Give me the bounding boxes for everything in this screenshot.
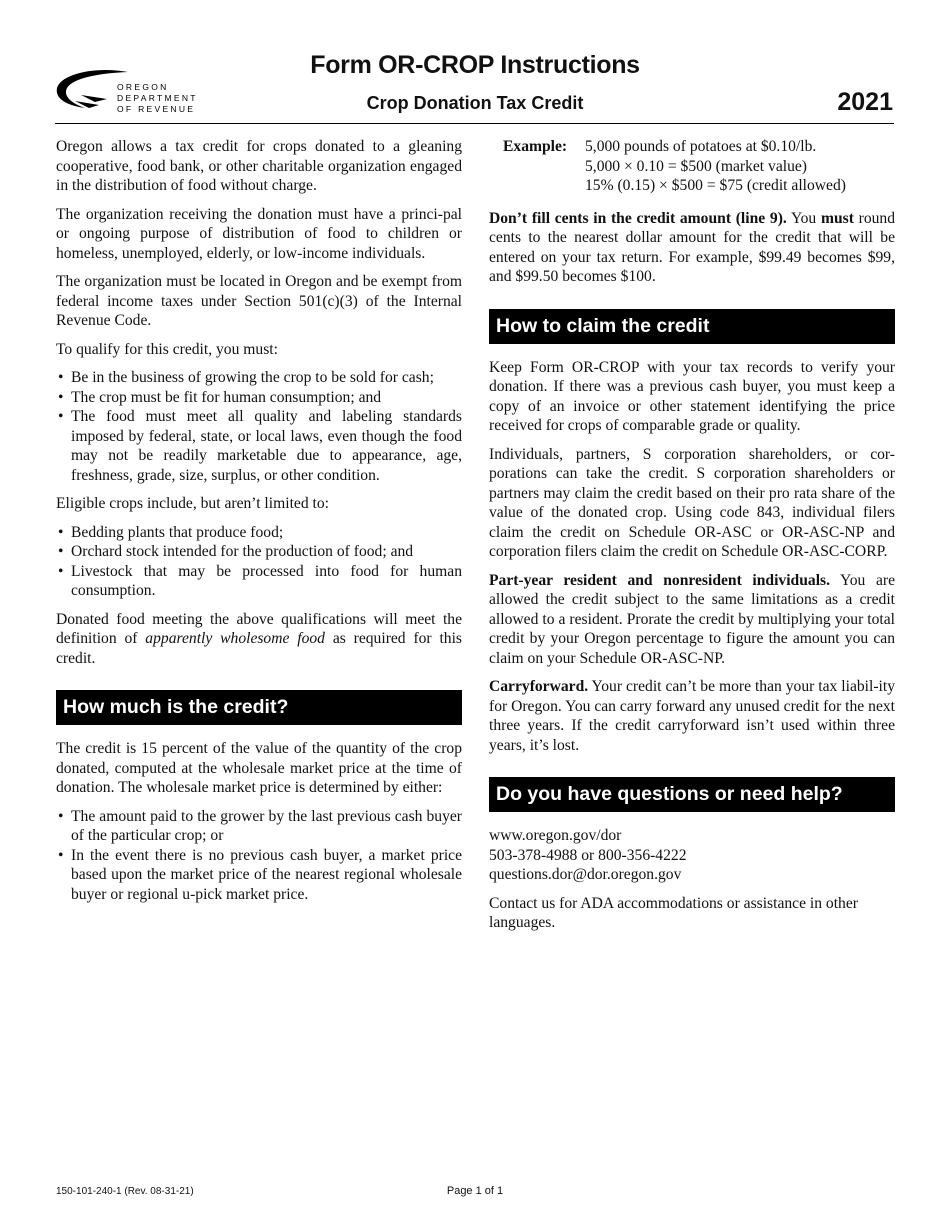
list-item: • Livestock that may be processed into food for human consumption. <box>56 562 462 601</box>
claim-paragraph-1: Keep Form OR-CROP with your tax records to verify your donation. If there was a previous cash buyer, you must keep a copy of an invoice or other statement identifying the price received for crops of comparable grade or quality. <box>489 358 895 434</box>
part-year-text: You are allowed the credit subject to the same limitations as a credit allowed to a resident. Prorate the credit by multiplying your total credit by your Oregon percentage to figure the amount you can claim on your Schedule OR-ASC-NP. <box>489 571 895 667</box>
form-number: 150-101-240-1 (Rev. 08-31-21) <box>56 1186 194 1197</box>
list-item: • Bedding plants that produce food; <box>56 523 462 543</box>
list-item: • The amount paid to the grower by the last previous cash buyer of the particular crop; or <box>56 807 462 846</box>
help-heading: Do you have questions or need help? <box>489 777 895 812</box>
agency-name-line-2: DEPARTMENT <box>117 93 198 103</box>
example-block <box>503 137 895 196</box>
part-year-paragraph <box>489 571 895 669</box>
how-much-heading: How much is the credit? <box>56 690 462 725</box>
eligible-list <box>56 523 462 601</box>
left-column <box>56 137 462 913</box>
cents-must: must <box>820 209 854 227</box>
intro-paragraph-3: The organization must be located in Oregon and be exempt from federal income taxes under Section 501(c)(3) of the Internal Revenue Code. <box>56 273 462 329</box>
part-year-bold: Part-year resident and nonresident individuals. <box>489 571 830 589</box>
carryforward-text: Your credit can’t be more than your tax liabil-ity for Oregon. You can carry forward any unused credit for the next three years. If the credit carryforward isn’t used within three years, it’s lost. <box>489 678 895 754</box>
qualify-intro: To qualify for this credit, you must: <box>56 340 278 358</box>
list-item: • Be in the business of growing the crop to be sold for cash; <box>56 368 462 388</box>
intro-paragraph-1: Oregon allows a tax credit for crops donated to a gleaning cooperative, food bank, or other charitable organization engaged in the distribution of food without charge. <box>56 138 462 194</box>
phone-numbers: 503-378-4988 or 800-356-4222 <box>489 846 687 864</box>
qualify-list <box>56 368 462 485</box>
how-much-paragraph: The credit is 15 percent of the value of the quantity of the crop donated, computed at the wholesale market price at the time of donation. The wholesale market price is determined by either: <box>56 740 462 796</box>
website-link[interactable]: www.oregon.gov/dor <box>489 827 622 844</box>
ada-paragraph: Contact us for ADA accommodations or assistance in other languages. <box>489 894 858 931</box>
list-item: • In the event there is no previous cash buyer, a market price based upon the market price of the nearest regional wholesale buyer or regional u-pick market price. <box>56 846 462 905</box>
email-link[interactable]: questions.dor@dor.oregon.gov <box>489 866 682 883</box>
header-divider <box>55 123 894 124</box>
example-lines <box>585 137 846 196</box>
example-label: Example: <box>503 138 568 155</box>
cents-bold: Don’t fill cents in the credit amount (line 9). <box>489 209 787 227</box>
agency-name-line-1: OREGON <box>117 82 169 92</box>
claim-paragraph-2: Individuals, partners, S corporation shareholders, or cor-porations can take the credit. S corporation shareholders or partners may claim the credit based on their pro rata share of the value of the donated crop. Using code 843, individual filers claim the credit on Schedule OR-ASC or OR-ASC-NP and corporation filers claim the credit on Schedule OR-ASC-CORP. <box>489 445 895 560</box>
list-item: • The food must meet all quality and labeling standards imposed by federal, state, or local laws, even though the food may not be readily marketable due to appearance, age, freshness, grade, size, surplus, or other condition. <box>56 407 462 485</box>
wholesome-text-before: Donated food meeting the above qualifications will meet the definition of <box>56 610 462 647</box>
intro-paragraph-2: The organization receiving the donation must have a princi-pal or ongoing purpose of distribution of food to children or homeless, unemployed, elderly, or low-income individuals. <box>56 205 462 262</box>
page-number: Page 1 of 1 <box>446 1185 504 1197</box>
tax-year: 2021 <box>837 88 893 116</box>
right-column <box>489 137 895 942</box>
claim-heading: How to claim the credit <box>489 309 895 344</box>
form-subtitle: Crop Donation Tax Credit <box>366 93 584 113</box>
example-line: 5,000 × 0.10 = $500 (market value) <box>585 157 807 175</box>
cents-paragraph <box>489 209 895 287</box>
carryforward-bold: Carryforward. <box>489 678 589 695</box>
wholesome-text-after: as required for this credit. <box>56 630 462 667</box>
cents-text-a: You <box>786 209 821 227</box>
wholesome-term: apparently wholesome food <box>145 630 325 647</box>
eligible-intro: Eligible crops include, but aren’t limited to: <box>56 495 329 512</box>
agency-name-line-3: OF REVENUE <box>117 104 196 114</box>
carryforward-paragraph <box>489 677 895 755</box>
list-item: • Orchard stock intended for the production of food; and <box>56 542 462 562</box>
page-header <box>0 0 950 130</box>
example-line: 15% (0.15) × $500 = $75 (credit allowed) <box>585 177 846 194</box>
list-item: • The crop must be fit for human consumption; and <box>56 388 462 408</box>
contact-block <box>489 826 895 885</box>
wholesome-food-paragraph <box>56 610 462 669</box>
example-line: 5,000 pounds of potatoes at $0.10/lb. <box>585 138 817 155</box>
cents-text-b: round cents to the nearest dollar amount for the credit that will be entered on your tax return. For example, $99.49 becomes $99, and $99.50 becomes $100. <box>489 209 896 285</box>
form-title: Form OR-CROP Instructions <box>310 51 640 79</box>
price-list <box>56 807 462 905</box>
